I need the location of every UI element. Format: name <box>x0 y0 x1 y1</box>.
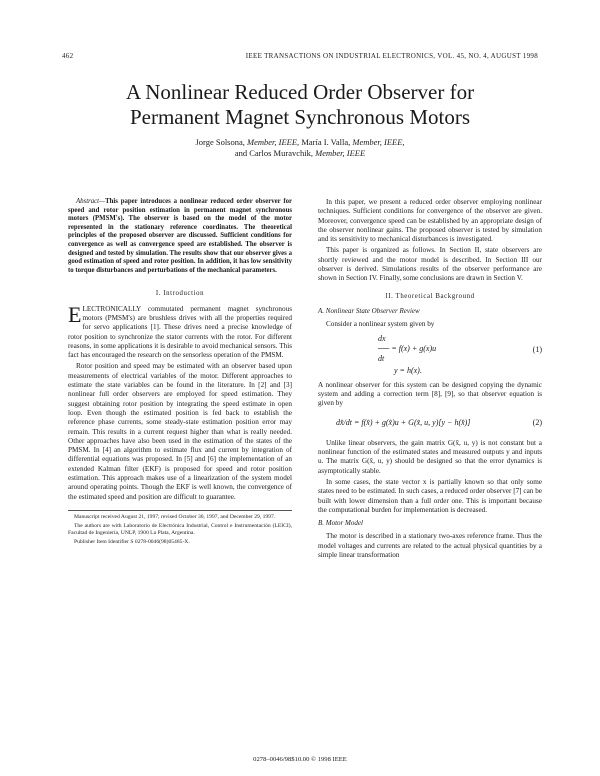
author-role: Member, IEEE, <box>352 137 405 147</box>
equation-1-number: (1) <box>532 344 542 354</box>
equation-1 <box>318 334 542 364</box>
author-and: and <box>234 148 248 158</box>
after-equation-1: A nonlinear observer for this system can be designed copying the dynamic system and adding a correction term [8], [9], so that observer equation is given by <box>318 380 542 408</box>
author-name: Jorge Solsona, <box>195 137 245 147</box>
equation-2 <box>318 413 542 433</box>
after-equation-2-paragraph-1: Unlike linear observers, the gain matrix G(x̂, u, y) is not constant but a nonlinear function of the estimated states and measured outputs y and inputs u. The matrix G(x̂, u, y) should be designed so that the error dynamics is asymptotically stable. <box>318 438 542 475</box>
footnote-received: Manuscript received August 21, 1997; revised October 30, 1997, and December 29, 1997. <box>74 513 276 520</box>
page-number: 462 <box>62 52 74 60</box>
author-list <box>60 137 540 159</box>
right-paragraph-2: This paper is organized as follows. In Section II, state observers are shortly reviewed and the motor model is described. In Section III our observer is derived. Simulations results of the observer performance are shown in Section IV. Finally, some conclusions are drawn in Section V. <box>318 246 542 283</box>
subsection-heading-observer: A. Nonlinear State Observer Review <box>318 306 420 315</box>
eq1-denominator: dt <box>378 353 385 363</box>
author-role: Member, IEEE <box>315 148 366 158</box>
equation-2-number: (2) <box>532 417 542 427</box>
equation-2-body: dx̂/dt = f(x̂) + g(x̂)u + G(x̂, u, y)[y − h(x̂)] <box>336 417 471 427</box>
title-line-1: A Nonlinear Reduced Order Observer for <box>125 80 475 104</box>
intro-paragraph-1-text: LECTRONICALLY commutated permanent magnet synchronous motors (PMSM's) are brushless drives with all the properties required for servo applications [1]. These drives need a precise knowledge of rotor position to synchronize the stator currents with the rotor. For different reasons, in some applications it is desirable to avoid mechanical sensors. This fact has encouraged the research on the sensorless operation of the PMSM. <box>68 304 292 360</box>
footnote-identifier: Publisher Item Identifier S 0278-0046(98)05485-X. <box>74 539 190 546</box>
author-line-2 <box>60 148 540 159</box>
left-column <box>68 198 292 549</box>
running-header <box>62 52 538 64</box>
intro-paragraph-2: Rotor position and speed may be estimated with an observer based upon measurements of electrical variables of the motor. Different approaches to estimate the state variables can be found in the literature. In [2] and [3] nonlinear full order observers are employed for speed estimation. They suggest obtaining rotor position by integrating the speed estimate in open loop. Even though the estimated position is fed back to establish the reference phase currents, some steady-state estimation position error may remain. This results in a current request higher than what is really needed. Other approaches have also been used in the estimation of the states of the PMSM. In [4] an algorithm to estimate flux and current by integration of differential equations was proposed. In [5] and [6] the implementation of an extended Kalman filter (EKF) is proposed for speed and rotor position estimation. This approach makes use of a linearization of the system model around operating points. Though the EKF is well known, the convergence of the estimated speed and position are difficult to guarantee. <box>68 362 292 501</box>
drop-cap: E <box>68 301 82 327</box>
after-equation-2-paragraph-2: In some cases, the state vector x is partially known so that only some states need to be estimated. In such cases, a reduced order observer [7] can be built with lower dimension than a full order one. This is important because the computational burden for implementation is decreased. <box>318 477 542 514</box>
eq1-output: y = h(x). <box>394 365 422 375</box>
section-heading-theory: II. Theoretical Background <box>385 292 475 300</box>
author-name: Carlos Muravchik, <box>249 148 313 158</box>
copyright-footer: 0278–0046/98$10.00 © 1998 IEEE <box>253 756 347 763</box>
abstract <box>68 198 292 275</box>
abstract-label: Abstract— <box>76 198 106 205</box>
journal-header: IEEE TRANSACTIONS ON INDUSTRIAL ELECTRONICS, VOL. 45, NO. 4, AUGUST 1998 <box>245 52 538 60</box>
title-line-2: Permanent Magnet Synchronous Motors <box>129 105 471 129</box>
author-role: Member, IEEE, <box>247 137 300 147</box>
section-heading-introduction: I. Introduction <box>155 290 205 298</box>
intro-paragraph-1 <box>68 301 292 361</box>
author-line-1 <box>60 137 540 148</box>
right-paragraph-1: In this paper, we present a reduced order observer employing nonlinear techniques. Sufficient conditions for convergence of the observer are given. Moreover, convergence speed can be established by an appropriate design of the observer nonlinear gains. The proposed observer is tested by simulation and its sensitivity to mechanical disturbances is investigated. <box>318 198 542 244</box>
equation-1-body <box>378 334 436 364</box>
eq1-numerator: dx <box>378 333 386 343</box>
right-column <box>318 198 542 562</box>
abstract-text: This paper introduces a nonlinear reduced order observer for speed and rotor position estimation in permanent magnet synchronous motors (PMSM's). The observer is based on the model of the motor represented in the stationary reference coordinates. The theoretical principles of the proposed observer are discussed. Sufficient conditions for convergence as well as convergence speed are established. The observer is designed and tested by simulation. The results show that our observer gives a good estimation of speed and rotor position. In addition, it has low sensitivity to torque disturbances and perturbations of the mechanical parameters. <box>68 198 292 274</box>
subsection-heading-motor-model: B. Motor Model <box>318 519 363 528</box>
footnote-affiliation: The authors are with Laboratorio de Electrónica Industrial, Control e Instrumentación (LEICI), Facultad de Ingeniería, UNLP, 1900 La Plata, Argentina. <box>68 523 292 537</box>
subsection-a-intro: Consider a nonlinear system given by <box>326 320 435 329</box>
author-name: María I. Valla, <box>301 137 351 147</box>
motor-model-paragraph: The motor is described in a stationary two-axes reference frame. Thus the model voltages and currents are related to the actual physical quantities by a simple linear transformation <box>318 532 542 560</box>
eq1-rhs: ── = f(x) + g(x)u <box>378 343 437 353</box>
footnotes <box>68 510 292 547</box>
paper-title <box>40 80 560 130</box>
